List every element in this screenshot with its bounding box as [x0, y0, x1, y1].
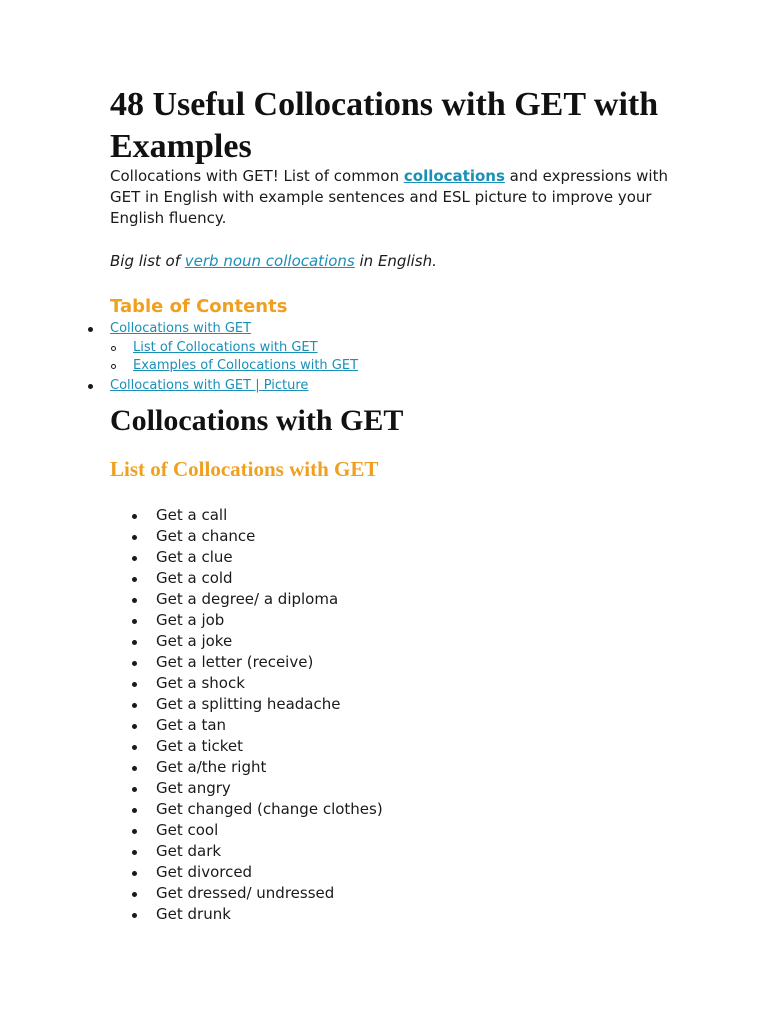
toc-title: Table of Contents [110, 296, 288, 317]
list-item [130, 589, 383, 610]
list-item-text: Get a job [156, 611, 225, 629]
list-item [130, 694, 383, 715]
list-item [130, 841, 383, 862]
toc-link-collocations-with-get[interactable]: Collocations with GET [110, 321, 252, 336]
list-item-text: Get changed (change clothes) [156, 800, 383, 818]
sub-intro-text-start: Big list of [110, 252, 185, 270]
list-item [130, 778, 383, 799]
bullet-icon [132, 640, 137, 645]
sub-intro-paragraph [110, 251, 437, 272]
intro-paragraph [110, 166, 670, 229]
list-item-text: Get a shock [156, 674, 245, 692]
list-item-text: Get a chance [156, 527, 256, 545]
list-item-text: Get a joke [156, 632, 233, 650]
bullet-icon [132, 514, 137, 519]
list-item [130, 547, 383, 568]
list-item [130, 568, 383, 589]
toc-bullet [88, 384, 93, 389]
list-item [130, 610, 383, 631]
bullet-icon [132, 556, 137, 561]
bullet-icon [132, 913, 137, 918]
intro-text-start: Collocations with GET! List of common [110, 167, 404, 185]
list-item [130, 904, 383, 925]
toc-link-examples-of-collocations[interactable]: Examples of Collocations with GET [133, 358, 359, 373]
list-item [130, 757, 383, 778]
toc-bullet [88, 327, 93, 332]
list-item-text: Get a ticket [156, 737, 244, 755]
toc-sub-bullet [111, 364, 116, 369]
list-item [130, 673, 383, 694]
list-item [130, 505, 383, 526]
list-item [130, 526, 383, 547]
list-item [130, 799, 383, 820]
list-item-text: Get a/the right [156, 758, 267, 776]
bullet-icon [132, 577, 137, 582]
list-item-text: Get dressed/ undressed [156, 884, 335, 902]
verb-noun-collocations-link[interactable]: verb noun collocations [184, 252, 355, 270]
list-item [130, 883, 383, 904]
list-item [130, 820, 383, 841]
section-subheading: List of Collocations with GET [110, 457, 379, 481]
toc-link-list-of-collocations[interactable]: List of Collocations with GET [133, 340, 318, 355]
bullet-icon [132, 850, 137, 855]
list-item-text: Get a cold [156, 569, 233, 587]
bullet-icon [132, 703, 137, 708]
list-item [130, 862, 383, 883]
toc-item[interactable] [110, 377, 308, 395]
bullet-icon [132, 808, 137, 813]
sub-intro-text-end: in English. [354, 252, 437, 270]
list-item-text: Get cool [156, 821, 219, 839]
list-item [130, 631, 383, 652]
bullet-icon [132, 661, 137, 666]
toc-link-picture[interactable]: Collocations with GET | Picture [110, 378, 309, 393]
toc-item[interactable] [133, 357, 358, 375]
list-item [130, 715, 383, 736]
bullet-icon [132, 766, 137, 771]
bullet-icon [132, 724, 137, 729]
list-item-text: Get dark [156, 842, 222, 860]
bullet-icon [132, 787, 137, 792]
bullet-icon [132, 619, 137, 624]
toc-item[interactable] [133, 339, 318, 357]
toc-item[interactable] [110, 320, 251, 338]
list-item-text: Get drunk [156, 905, 231, 923]
bullet-icon [132, 682, 137, 687]
collocations-link[interactable]: collocations [403, 167, 505, 185]
list-item [130, 736, 383, 757]
bullet-icon [132, 871, 137, 876]
intro-text-end: and expressions with GET in English with example sentences and ESL picture to improve your English fluency. [110, 167, 668, 227]
section-heading: Collocations with GET [110, 404, 404, 437]
list-item [130, 652, 383, 673]
list-item-text: Get a degree/ a diploma [156, 590, 339, 608]
collocations-list [130, 505, 383, 925]
list-item-text: Get a call [156, 506, 228, 524]
toc-sub-bullet [111, 346, 116, 351]
list-item-text: Get angry [156, 779, 231, 797]
bullet-icon [132, 598, 137, 603]
bullet-icon [132, 535, 137, 540]
article-title: 48 Useful Collocations with GET with Examples [110, 86, 659, 165]
bullet-icon [132, 745, 137, 750]
bullet-icon [132, 829, 137, 834]
list-item-text: Get a letter (receive) [156, 653, 314, 671]
list-item-text: Get divorced [156, 863, 253, 881]
bullet-icon [132, 892, 137, 897]
list-item-text: Get a tan [156, 716, 227, 734]
list-item-text: Get a clue [156, 548, 233, 566]
list-item-text: Get a splitting headache [156, 695, 341, 713]
